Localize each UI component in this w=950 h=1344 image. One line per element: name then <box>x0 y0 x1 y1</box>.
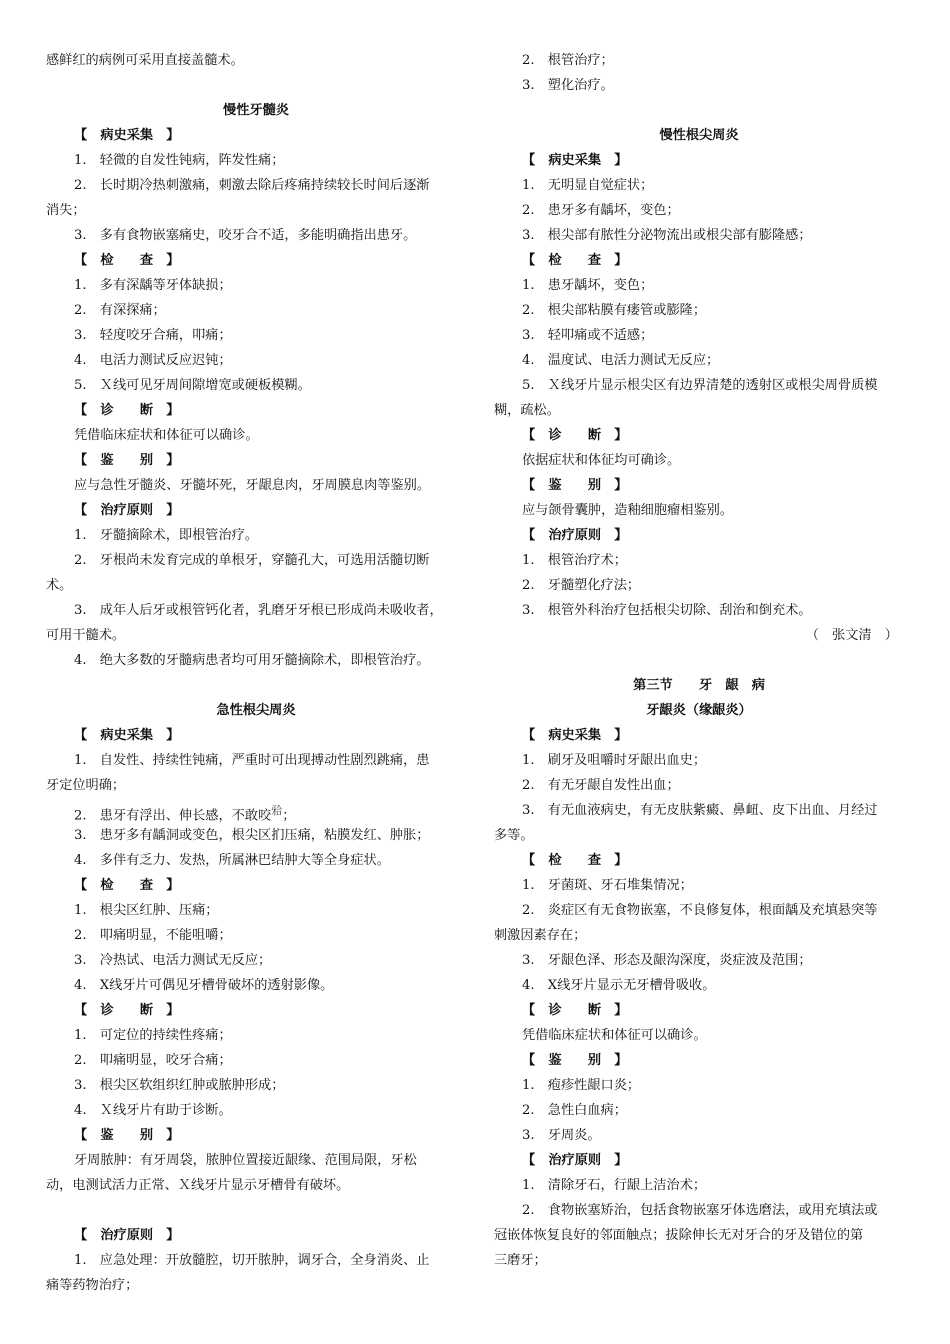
line-text: 凭借临床症状和体征可以确诊。 <box>522 1028 707 1043</box>
blank-line <box>494 98 904 123</box>
line-text: （ 张文清 ） <box>805 628 898 643</box>
paragraph-line <box>494 923 904 948</box>
indented-line <box>494 548 904 573</box>
line-text: 2. 急性白血病； <box>522 1103 627 1118</box>
line-text: 【 病史采集 】 <box>74 728 180 743</box>
subsection-label <box>494 848 904 873</box>
line-text: 【 病史采集 】 <box>522 153 628 168</box>
subsection-label <box>46 873 466 898</box>
line-text: 1. 多有深龋等牙体缺损； <box>74 278 232 293</box>
paragraph-line <box>46 1273 466 1298</box>
indented-line <box>494 73 904 98</box>
line-tail: ； <box>282 808 296 823</box>
line-text: 1. 应急处理：开放髓腔，切开脓肿，调牙合，全身消炎、止 <box>74 1253 430 1268</box>
line-text: 【 鉴 别 】 <box>74 1128 180 1143</box>
indented-line <box>494 298 904 323</box>
paragraph-line <box>494 1248 904 1273</box>
line-text: 4. 电活力测试反应迟钝； <box>74 353 232 368</box>
indented-line <box>46 848 466 873</box>
line-text: 【 鉴 别 】 <box>522 1053 628 1068</box>
line-text: 3. 多有食物嵌塞痛史，咬牙合不适，多能明确指出患牙。 <box>74 228 417 243</box>
line-text: 牙龈炎（缘龈炎） <box>646 703 752 718</box>
subsection-label <box>46 448 466 473</box>
paragraph-line <box>46 48 466 73</box>
indented-line <box>494 348 904 373</box>
indented-line <box>494 373 904 398</box>
subsection-label <box>46 398 466 423</box>
indented-line <box>46 473 466 498</box>
line-text: 2. 叩痛明显，咬牙合痛； <box>74 1053 232 1068</box>
indented-line <box>46 1048 466 1073</box>
line-text: 刺激因素存在； <box>494 928 587 943</box>
indented-line <box>46 748 466 773</box>
indented-line <box>494 1073 904 1098</box>
subsection-label <box>494 148 904 173</box>
line-text: 消失； <box>46 203 86 218</box>
indented-line <box>46 973 466 998</box>
section-heading <box>46 98 466 123</box>
indented-line <box>494 798 904 823</box>
indented-line <box>46 948 466 973</box>
indented-line <box>494 1198 904 1223</box>
line-text: 术。 <box>46 578 73 593</box>
subsection-label <box>46 123 466 148</box>
line-text: 3. 牙龈色泽、形态及龈沟深度，炎症波及范围； <box>522 953 812 968</box>
indented-line <box>46 373 466 398</box>
line-text: 1. 根尖区红肿、压痛； <box>74 903 219 918</box>
line-text: 依据症状和体征均可确诊。 <box>522 453 681 468</box>
blank-line <box>46 673 466 698</box>
line-text: 1. 牙髓摘除术，即根管治疗。 <box>74 528 259 543</box>
line-text: 4. 温度试、电活力测试无反应； <box>522 353 720 368</box>
indented-line <box>46 1148 466 1173</box>
line-text: 2. 有无牙龈自发性出血； <box>522 778 680 793</box>
line-text: 2. 根管治疗； <box>522 53 614 68</box>
subsection-label <box>46 1123 466 1148</box>
indented-line <box>494 223 904 248</box>
indented-line <box>46 423 466 448</box>
line-text: 【 治疗原则 】 <box>74 503 180 518</box>
line-text: 1. 无明显自觉症状； <box>522 178 654 193</box>
line-text: 2. 患牙多有龋坏，变色； <box>522 203 680 218</box>
line-text: 【 诊 断 】 <box>74 403 180 418</box>
line-text: 应与急性牙髓炎、牙髓坏死，牙龈息肉，牙周膜息肉等鉴别。 <box>74 478 431 493</box>
line-text: 【 检 查 】 <box>74 878 180 893</box>
paragraph-line <box>46 623 466 648</box>
line-text: 1. 患牙龋坏，变色； <box>522 278 654 293</box>
line-text: 1. 牙菌斑、牙石堆集情况； <box>522 878 693 893</box>
subsection-label <box>494 473 904 498</box>
line-text: 【 诊 断 】 <box>522 428 628 443</box>
line-text: 应与颌骨囊肿，造釉细胞瘤相鉴别。 <box>522 503 733 518</box>
line-text: 5. Ｘ线可见牙周间隙增宽或硬板模糊。 <box>74 378 311 393</box>
line-text: 4. Ｘ线牙片有助于诊断。 <box>74 1103 232 1118</box>
line-text: 牙周脓肿：有牙周袋，脓肿位置接近龈缘、范围局限，牙松 <box>74 1153 417 1168</box>
indented-line <box>46 898 466 923</box>
line-text: 5. Ｘ线牙片显示根尖区有边界清楚的透射区或根尖周骨质模 <box>522 378 878 393</box>
indented-line <box>494 323 904 348</box>
line-text: 2. 患牙有浮出、伸长感，不敢咬 <box>74 808 272 823</box>
blank-line <box>494 648 904 673</box>
subsection-label <box>46 723 466 748</box>
subsection-label <box>494 1048 904 1073</box>
blank-line <box>46 73 466 98</box>
line-text: 2. 叩痛明显，不能咀嚼； <box>74 928 232 943</box>
line-text: 三磨牙； <box>494 1253 547 1268</box>
paragraph-line <box>46 773 466 798</box>
subsection-label <box>494 248 904 273</box>
indented-line <box>46 548 466 573</box>
indented-line <box>494 773 904 798</box>
indented-line <box>46 298 466 323</box>
subsection-label <box>46 248 466 273</box>
line-text: 1. 疱疹性龈口炎； <box>522 1078 641 1093</box>
paragraph-line <box>494 398 904 423</box>
line-text: 可用干髓术。 <box>46 628 126 643</box>
subsection-label <box>494 723 904 748</box>
line-text: 1. 清除牙石，行龈上洁治术； <box>522 1178 707 1193</box>
right-column <box>494 48 904 1273</box>
paragraph-line <box>494 823 904 848</box>
line-text: 1. 刷牙及咀嚼时牙龈出血史； <box>522 753 707 768</box>
indented-line <box>46 323 466 348</box>
line-text: 4. 绝大多数的牙髓病患者均可用牙髓摘除术，即根管治疗。 <box>74 653 430 668</box>
line-text: 第三节 牙 龈 病 <box>633 678 765 693</box>
indented-line <box>494 748 904 773</box>
line-text: 3. 有无血液病史，有无皮肤紫癜、鼻衄、皮下出血、月经过 <box>522 803 878 818</box>
indented-line <box>494 573 904 598</box>
subsection-label <box>46 998 466 1023</box>
line-text: 冠嵌体恢复良好的邻面触点；拔除伸长无对牙合的牙及错位的第 <box>494 1228 864 1243</box>
line-text: 【 治疗原则 】 <box>74 1228 180 1243</box>
line-text: 动，电测试活力正常、Ｘ线牙片显示牙槽骨有破坏。 <box>46 1178 350 1193</box>
indented-line <box>494 973 904 998</box>
subsection-label <box>494 998 904 1023</box>
line-text: 【 诊 断 】 <box>74 1003 180 1018</box>
line-text: 4. 多伴有乏力、发热，所属淋巴结肿大等全身症状。 <box>74 853 390 868</box>
author-credit <box>494 623 904 648</box>
line-text: 2. 牙根尚未发育完成的单根牙，穿髓孔大，可选用活髓切断 <box>74 553 430 568</box>
line-text: 糊，疏松。 <box>494 403 560 418</box>
line-text: 【 鉴 别 】 <box>522 478 628 493</box>
indented-line <box>46 348 466 373</box>
section-heading <box>494 123 904 148</box>
indented-line <box>494 173 904 198</box>
indented-line <box>494 948 904 973</box>
line-text: 【 检 查 】 <box>74 253 180 268</box>
subsection-label <box>494 1148 904 1173</box>
line-text: 【 病史采集 】 <box>74 128 180 143</box>
line-text: 3. 冷热试、电活力测试无反应； <box>74 953 272 968</box>
line-text: 3. 根管外科治疗包括根尖切除、刮治和倒充术。 <box>522 603 812 618</box>
subsection-label <box>494 423 904 448</box>
indented-line <box>46 273 466 298</box>
subsection-label <box>494 523 904 548</box>
indented-line <box>46 923 466 948</box>
indented-line <box>494 898 904 923</box>
line-text: 【 诊 断 】 <box>522 1003 628 1018</box>
line-text: 2. 根尖部粘膜有瘘管或膨隆； <box>522 303 707 318</box>
indented-line <box>46 1073 466 1098</box>
line-text: 1. 自发性、持续性钝痛，严重时可出现搏动性剧烈跳痛，患 <box>74 753 430 768</box>
line-text: 2. 长时期冷热刺激痛，刺激去除后疼痛持续较长时间后逐渐 <box>74 178 430 193</box>
indented-line <box>46 1248 466 1273</box>
indented-line <box>46 1023 466 1048</box>
line-text: 4. X线牙片显示无牙槽骨吸收。 <box>522 978 716 993</box>
line-text: 1. 根管治疗术； <box>522 553 627 568</box>
indented-line <box>494 1023 904 1048</box>
line-text: 3. 轻叩痛或不适感； <box>522 328 654 343</box>
line-text: 3. 根尖区软组织红肿或脓肿形成； <box>74 1078 285 1093</box>
left-column <box>46 48 466 1298</box>
indented-line <box>46 223 466 248</box>
line-text: 3. 患牙多有龋洞或变色，根尖区扪压痛，粘膜发红、肿胀； <box>74 828 430 843</box>
section-heading <box>46 698 466 723</box>
indented-line <box>46 823 466 848</box>
line-text: 2. 有深探痛； <box>74 303 166 318</box>
line-text: 【 治疗原则 】 <box>522 1153 628 1168</box>
indented-line <box>494 498 904 523</box>
paragraph-line <box>46 573 466 598</box>
indented-line <box>46 798 466 823</box>
line-text: 3. 成年人后牙或根管钙化者，乳磨牙牙根已形成尚未吸收者， <box>74 603 443 618</box>
line-text: 【 病史采集 】 <box>522 728 628 743</box>
line-text: 【 鉴 别 】 <box>74 453 180 468</box>
paragraph-line <box>46 1173 466 1198</box>
subsection-label <box>46 1223 466 1248</box>
line-text: 2. 牙髓塑化疗法； <box>522 578 641 593</box>
indented-line <box>46 173 466 198</box>
line-text: 【 检 查 】 <box>522 253 628 268</box>
indented-line <box>494 1173 904 1198</box>
line-text: 痛等药物治疗； <box>46 1278 139 1293</box>
line-text: 3. 根尖部有脓性分泌物流出或根尖部有膨隆感； <box>522 228 812 243</box>
line-text: 4. X线牙片可偶见牙槽骨破坏的透射影像。 <box>74 978 334 993</box>
indented-line <box>494 1098 904 1123</box>
line-text: 多等。 <box>494 828 534 843</box>
indented-line <box>494 48 904 73</box>
line-text: 急性根尖周炎 <box>216 703 296 718</box>
indented-line <box>494 198 904 223</box>
indented-line <box>46 148 466 173</box>
indented-line <box>46 648 466 673</box>
blank-line <box>46 1198 466 1223</box>
line-text: 3. 轻度咬牙合痛，叩痛； <box>74 328 232 343</box>
indented-line <box>494 1123 904 1148</box>
indented-line <box>46 1098 466 1123</box>
tooth-glyph: 𬌗 <box>271 804 283 817</box>
line-text: 1. 可定位的持续性疼痛； <box>74 1028 232 1043</box>
line-text: 2. 食物嵌塞矫治，包括食物嵌塞牙体选磨法，或用充填法或 <box>522 1203 878 1218</box>
section-heading <box>494 698 904 723</box>
line-text: 慢性牙髓炎 <box>223 103 289 118</box>
paragraph-line <box>46 198 466 223</box>
line-text: 1. 轻微的自发性钝病，阵发性痛； <box>74 153 285 168</box>
paragraph-line <box>494 1223 904 1248</box>
line-text: 牙定位明确； <box>46 778 126 793</box>
indented-line <box>494 598 904 623</box>
indented-line <box>494 273 904 298</box>
line-text: 2. 炎症区有无食物嵌塞，不良修复体，根面龋及充填悬突等 <box>522 903 878 918</box>
indented-line <box>494 873 904 898</box>
line-text: 感鲜红的病例可采用直接盖髓术。 <box>46 53 244 68</box>
line-text: 【 治疗原则 】 <box>522 528 628 543</box>
line-text: 3. 塑化治疗。 <box>522 78 614 93</box>
line-text: 凭借临床症状和体征可以确诊。 <box>74 428 259 443</box>
indented-line <box>494 448 904 473</box>
indented-line <box>46 598 466 623</box>
indented-line <box>46 523 466 548</box>
line-text: 3. 牙周炎。 <box>522 1128 601 1143</box>
section-heading <box>494 673 904 698</box>
line-text: 【 检 查 】 <box>522 853 628 868</box>
line-text: 慢性根尖周炎 <box>659 128 739 143</box>
subsection-label <box>46 498 466 523</box>
